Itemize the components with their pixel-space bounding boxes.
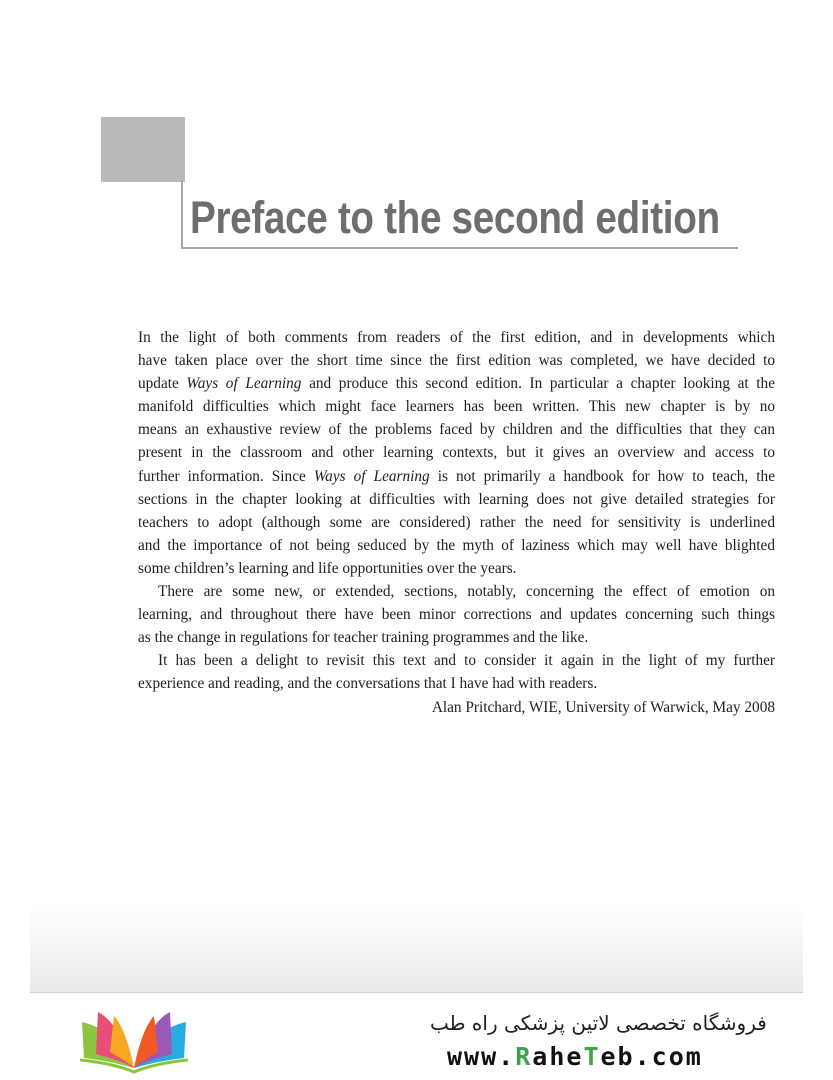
- site-letter-r: R: [515, 1042, 533, 1071]
- text-segment: experience and reading, and the conversations that I have had with readers.: [138, 675, 598, 693]
- text-segment: update: [138, 375, 187, 393]
- text-line: [138, 465, 775, 488]
- text-segment: as the change in regulations for teacher training programmes and the like.: [138, 629, 589, 647]
- paragraph-1: [138, 326, 775, 580]
- text-line: [138, 326, 775, 349]
- footer-shadow: [30, 905, 803, 993]
- title-decoration-square: [101, 117, 185, 182]
- open-book-logo-icon: [70, 1008, 198, 1074]
- text-line: [138, 649, 775, 672]
- book-title-italic: Ways of Learning: [313, 467, 430, 485]
- paragraph-2: [138, 580, 775, 649]
- signature: Alan Pritchard, WIE, University of Warwick, May 2008: [431, 698, 775, 716]
- text-segment: some children’s learning and life opportunities over the years.: [138, 559, 517, 577]
- text-segment: and produce this second edition. In particular a chapter looking at the: [301, 375, 775, 393]
- text-line: [138, 395, 775, 418]
- text-line: [138, 418, 775, 441]
- page-title: Preface to the second edition: [190, 192, 720, 243]
- site-prefix: www.: [447, 1042, 516, 1071]
- website-url[interactable]: [447, 1040, 792, 1074]
- text-line: [138, 511, 775, 534]
- text-segment: present in the classroom and other learning contexts, but it gives an overview and access to: [138, 444, 775, 462]
- text-line: [138, 349, 775, 372]
- text-segment: It has been a delight to revisit this text and to consider it again in the light of my further: [158, 652, 775, 670]
- text-segment: manifold difficulties which might face learners has been written. This new chapter is by no: [138, 398, 775, 416]
- text-segment: teachers to adopt (although some are considered) rather the need for sensitivity is underlined: [138, 513, 775, 531]
- preface-body: [138, 326, 775, 719]
- text-segment: means an exhaustive review of the problems faced by children and the difficulties that they can: [138, 421, 775, 439]
- text-line: [138, 534, 775, 557]
- text-line: [138, 372, 775, 395]
- footer-divider: [30, 992, 803, 993]
- text-line: [138, 441, 775, 464]
- paragraph-3: [138, 649, 775, 695]
- text-line: [138, 488, 775, 511]
- text-line: [138, 580, 775, 603]
- text-segment: have taken place over the short time since the first edition was completed, we have decided to: [138, 352, 775, 370]
- store-name-persian: فروشگاه تخصصی لاتین پزشکی راه طب: [430, 1011, 767, 1035]
- text-line: [138, 557, 775, 580]
- text-segment: further information. Since: [138, 467, 314, 485]
- text-line: [138, 672, 775, 695]
- site-mid: ahe: [532, 1042, 584, 1071]
- text-segment: and the importance of not being seduced by the myth of laziness which may well have blighted: [138, 536, 775, 554]
- text-segment: sections in the chapter looking at difficulties with learning does not give detailed strategies for: [138, 490, 775, 508]
- text-line: [138, 626, 775, 649]
- site-letter-t: T: [583, 1042, 601, 1071]
- text-segment: There are some new, or extended, sections, notably, concerning the effect of emotion on: [158, 583, 775, 601]
- site-suffix: eb.com: [600, 1042, 703, 1071]
- text-line: [138, 603, 775, 626]
- text-segment: In the light of both comments from readers of the first edition, and in developments which: [138, 329, 775, 346]
- text-segment: is not primarily a handbook for how to teach, the: [429, 467, 775, 485]
- text-segment: learning, and throughout there have been minor corrections and updates concerning such things: [138, 606, 775, 624]
- book-title-italic: Ways of Learning: [186, 375, 302, 393]
